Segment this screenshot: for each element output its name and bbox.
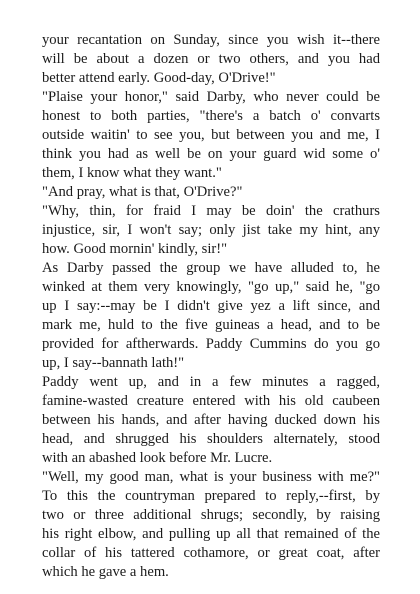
text-line: up, I say--bannath lath!": [42, 355, 185, 371]
text-line: "Well, my good man, what is your business with me?": [42, 469, 380, 485]
paragraph: [42, 373, 380, 468]
text-line: To this the countryman prepared to reply,--first, by: [42, 488, 380, 504]
text-line: "And pray, what is that, O'Drive?": [42, 184, 243, 200]
text-line: his right elbow, and pulling up all that remained of the: [42, 526, 380, 542]
text-line: your recantation on Sunday, since you wish it--there: [42, 32, 380, 48]
text-line: will be about a dozen or two others, and you had: [42, 51, 380, 67]
text-line: how. Good mornin' kindly, sir!": [42, 241, 228, 257]
paragraph: [42, 202, 380, 259]
text-line: head, and shrugged his shoulders alternately, stood: [42, 431, 380, 447]
text-line: with an abashed look before Mr. Lucre.: [42, 450, 273, 466]
text-line: up I say:--may be I didn't give yez a lift since, and: [42, 298, 380, 314]
text-line: winked at them very knowingly, "go up," said he, "go: [42, 279, 380, 295]
paragraph: [42, 31, 380, 88]
text-line: them, I know what they want.": [42, 165, 222, 181]
text-line: famine-wasted creature entered with his old caubeen: [42, 393, 380, 409]
text-line: "Why, thin, for fraid I may be doin' the crathurs: [42, 203, 380, 219]
text-line: Paddy went up, and in a few minutes a ragged,: [42, 374, 380, 390]
text-line: two or three additional shrugs; secondly, by raising: [42, 507, 380, 523]
text-line: provided for aftherwards. Paddy Cummins do you go: [42, 336, 380, 352]
text-line: "Plaise your honor," said Darby, who never could be: [42, 89, 380, 105]
text-line: injustice, sir, I won't say; only jist take my hint, any: [42, 222, 380, 238]
paragraph: [42, 88, 380, 183]
text-line: As Darby passed the group we have alluded to, he: [42, 260, 380, 276]
text-line: which he gave a hem.: [42, 564, 169, 580]
paragraph: [42, 468, 380, 582]
paragraph: [42, 183, 380, 202]
text-line: outside waitin' to see you, but between you and me, I: [42, 127, 380, 143]
page-text: [42, 31, 380, 582]
text-line: collar of his tattered cothamore, or great coat, after: [42, 545, 380, 561]
text-line: better attend early. Good-day, O'Drive!": [42, 70, 276, 86]
text-line: think you had as well be on your guard wid some o': [42, 146, 380, 162]
paragraph: [42, 259, 380, 373]
text-line: between his hands, and after having ducked down his: [42, 412, 380, 428]
text-line: honest to both parties, "there's a batch o' convarts: [42, 108, 380, 124]
text-line: mark me, huld to the five guineas a head, and to be: [42, 317, 380, 333]
